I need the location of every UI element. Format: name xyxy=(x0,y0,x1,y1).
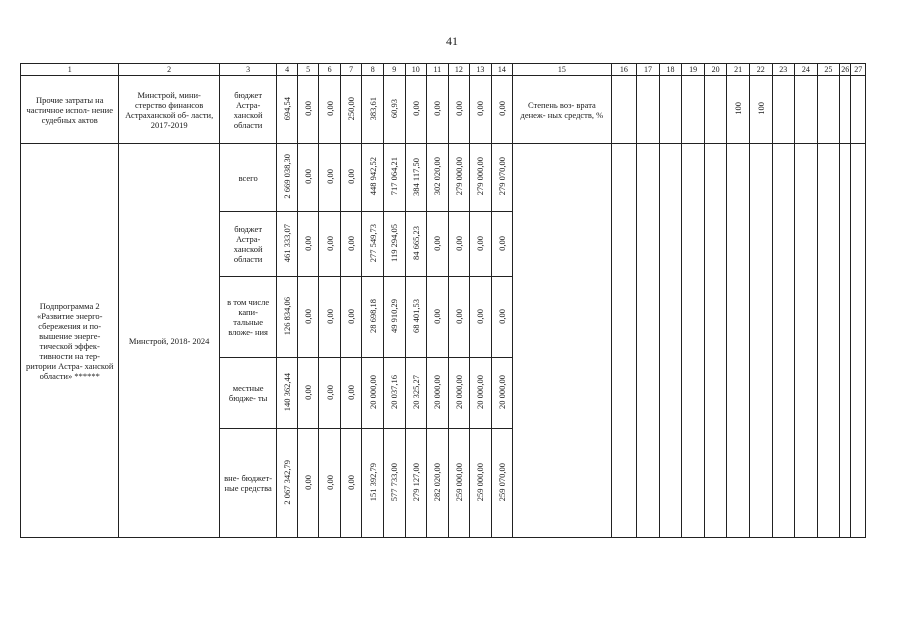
indicator-value: 100 xyxy=(755,102,766,115)
value: 20 000,00 xyxy=(475,375,486,409)
col-header: 7 xyxy=(340,64,362,76)
value-cell xyxy=(448,212,470,277)
indicator-value: 100 xyxy=(733,102,744,115)
value-cell xyxy=(319,76,341,144)
value-cell xyxy=(405,277,427,358)
value-cell xyxy=(340,76,362,144)
value-cell xyxy=(319,212,341,277)
value-cell xyxy=(319,358,341,429)
col-header: 18 xyxy=(659,64,682,76)
value: 0,00 xyxy=(346,235,357,251)
empty-cell xyxy=(851,76,866,144)
funding-source-cell xyxy=(219,358,276,429)
value-cell xyxy=(470,358,492,429)
value-cell xyxy=(319,277,341,358)
subprogram-executor: Минстрой, 2018- 2024 xyxy=(128,335,210,346)
value: 0,00 xyxy=(324,308,335,324)
subprogram-name: Подпрограмма 2 «Развитие энерго- сбережения и по- вышение энерге- тической эффек- тивности на тер- ритории Астра- ханской области» ****** xyxy=(26,300,114,381)
value: 60,93 xyxy=(389,98,400,119)
empty-cell xyxy=(840,76,851,144)
subprogram-executor-cell xyxy=(119,144,219,538)
indicator-value-cell xyxy=(727,76,750,144)
col-header: 19 xyxy=(682,64,705,76)
value-cell xyxy=(405,212,427,277)
value-cell xyxy=(277,429,298,538)
empty-cell xyxy=(795,144,818,538)
value: 0,00 xyxy=(303,235,314,251)
value-cell xyxy=(448,76,470,144)
value-cell xyxy=(383,144,405,212)
funding-source: в том числе капи- тальные вложе- ния xyxy=(227,297,270,337)
value: 694,54 xyxy=(282,96,293,121)
value-cell xyxy=(340,212,362,277)
value-cell xyxy=(277,212,298,277)
value: 0,00 xyxy=(324,384,335,400)
value-cell xyxy=(470,212,492,277)
funding-source-cell xyxy=(219,76,276,144)
value-cell xyxy=(448,429,470,538)
value-cell xyxy=(362,429,384,538)
value: 279 127,00 xyxy=(410,462,421,502)
value: 20 000,00 xyxy=(453,375,464,409)
value: 49 910,29 xyxy=(389,299,400,333)
subprogram-name-cell xyxy=(21,144,119,538)
funding-source: бюджет Астра- ханской области xyxy=(233,89,263,130)
table-row-other-expenses xyxy=(21,76,866,144)
value-cell xyxy=(383,358,405,429)
value: 0,00 xyxy=(432,308,443,324)
value: 302 020,00 xyxy=(432,157,443,196)
value-cell xyxy=(405,358,427,429)
value: 0,00 xyxy=(453,101,464,116)
value: 384 117,50 xyxy=(410,157,421,196)
value: 0,00 xyxy=(410,101,421,116)
page-number: 41 xyxy=(446,34,458,48)
value-cell xyxy=(362,277,384,358)
value-cell xyxy=(470,76,492,144)
value: 84 665,23 xyxy=(410,226,421,260)
empty-cell xyxy=(611,144,637,538)
value: 0,00 xyxy=(346,308,357,324)
indicator-cell-empty xyxy=(513,144,611,538)
value: 0,00 xyxy=(432,235,443,251)
value-cell xyxy=(362,212,384,277)
empty-cell xyxy=(659,76,682,144)
value: 2 067 342,79 xyxy=(282,459,293,505)
value: 0,00 xyxy=(324,169,335,184)
value: 279 070,00 xyxy=(496,157,507,196)
column-number-row xyxy=(21,64,866,76)
funding-source: всего xyxy=(238,172,258,183)
value-cell xyxy=(362,144,384,212)
value-cell xyxy=(470,277,492,358)
col-header: 8 xyxy=(362,64,384,76)
value-cell xyxy=(491,76,513,144)
value-cell xyxy=(297,144,319,212)
value: 277 549,73 xyxy=(367,223,378,263)
funding-source: бюджет Астра- ханской области xyxy=(233,224,263,264)
value-cell xyxy=(470,429,492,538)
funding-source-cell xyxy=(219,212,276,277)
value-cell xyxy=(405,144,427,212)
value-cell xyxy=(297,358,319,429)
value: 0,00 xyxy=(475,101,486,116)
col-header: 22 xyxy=(749,64,772,76)
value: 0,00 xyxy=(324,235,335,251)
value: 461 333,07 xyxy=(282,223,293,263)
col-header: 3 xyxy=(219,64,276,76)
value: 0,00 xyxy=(496,101,507,116)
value-cell xyxy=(297,277,319,358)
value-cell xyxy=(405,76,427,144)
funding-source-cell xyxy=(219,429,276,538)
value-cell xyxy=(277,358,298,429)
empty-cell xyxy=(817,144,840,538)
value: 2 669 038,30 xyxy=(282,154,293,199)
value: 20 000,00 xyxy=(432,375,443,409)
col-header: 2 xyxy=(119,64,219,76)
value-cell xyxy=(277,144,298,212)
value: 383,61 xyxy=(367,96,378,121)
value: 0,00 xyxy=(346,384,357,400)
col-header: 16 xyxy=(611,64,637,76)
value: 0,00 xyxy=(303,308,314,324)
value-cell xyxy=(491,277,513,358)
value: 140 362,44 xyxy=(282,372,293,412)
value: 28 698,18 xyxy=(367,299,378,333)
value-cell xyxy=(383,76,405,144)
value-cell xyxy=(491,429,513,538)
value: 250,00 xyxy=(346,96,357,121)
value: 0,00 xyxy=(453,235,464,251)
value: 0,00 xyxy=(303,384,314,400)
value-cell xyxy=(405,429,427,538)
value-cell xyxy=(448,358,470,429)
col-header: 13 xyxy=(470,64,492,76)
activity-name-cell xyxy=(21,76,119,144)
value: 0,00 xyxy=(475,308,486,324)
value: 577 733,00 xyxy=(389,462,400,502)
value-cell xyxy=(297,76,319,144)
empty-cell xyxy=(727,144,750,538)
col-header: 24 xyxy=(795,64,818,76)
executor: Минстрой, мини- стерство финансов Астраханской об- ласти, 2017-2019 xyxy=(125,89,214,130)
value-cell xyxy=(340,277,362,358)
value-cell xyxy=(319,144,341,212)
value: 119 294,05 xyxy=(389,224,400,262)
empty-cell xyxy=(851,144,866,538)
value: 279 000,00 xyxy=(453,157,464,196)
value-cell xyxy=(491,358,513,429)
value-cell xyxy=(297,429,319,538)
value: 259 000,00 xyxy=(475,462,486,502)
empty-cell xyxy=(772,144,795,538)
value: 259 000,00 xyxy=(453,462,464,502)
value: 282 020,00 xyxy=(432,462,443,502)
value: 20 037,16 xyxy=(389,375,400,409)
table-row-total xyxy=(21,144,866,212)
value-cell xyxy=(448,277,470,358)
col-header: 15 xyxy=(513,64,611,76)
empty-cell xyxy=(611,76,637,144)
value-cell xyxy=(340,358,362,429)
value-cell xyxy=(319,429,341,538)
value: 0,00 xyxy=(496,235,507,251)
empty-cell xyxy=(704,144,727,538)
indicator-name: Степень воз- врата денеж- ных средств, % xyxy=(520,99,604,120)
value-cell xyxy=(277,277,298,358)
value: 0,00 xyxy=(324,474,335,490)
col-header: 23 xyxy=(772,64,795,76)
value-cell xyxy=(383,212,405,277)
value-cell xyxy=(383,429,405,538)
col-header: 14 xyxy=(491,64,513,76)
col-header: 10 xyxy=(405,64,427,76)
value: 0,00 xyxy=(303,101,314,116)
value-cell xyxy=(491,212,513,277)
value: 0,00 xyxy=(303,169,314,184)
col-header: 5 xyxy=(297,64,319,76)
value: 0,00 xyxy=(475,235,486,251)
value: 0,00 xyxy=(346,474,357,490)
col-header: 4 xyxy=(277,64,298,76)
value-cell xyxy=(427,277,449,358)
value: 20 000,00 xyxy=(496,375,507,409)
indicator-value-cell xyxy=(749,76,772,144)
value: 126 834,06 xyxy=(282,296,293,336)
value: 717 064,21 xyxy=(389,157,400,196)
col-header: 11 xyxy=(427,64,449,76)
empty-cell xyxy=(840,144,851,538)
empty-cell xyxy=(682,144,705,538)
value-cell xyxy=(362,76,384,144)
value-cell xyxy=(427,144,449,212)
value: 68 401,53 xyxy=(410,299,421,333)
empty-cell xyxy=(795,76,818,144)
value-cell xyxy=(427,429,449,538)
activity-name: Прочие затраты на частичное испол- нение судебных актов xyxy=(26,94,113,125)
value-cell xyxy=(362,358,384,429)
col-header: 21 xyxy=(727,64,750,76)
col-header: 12 xyxy=(448,64,470,76)
empty-cell xyxy=(817,76,840,144)
empty-cell xyxy=(772,76,795,144)
value-cell xyxy=(427,76,449,144)
value-cell xyxy=(448,144,470,212)
value: 151 392,79 xyxy=(367,462,378,502)
value: 20 000,00 xyxy=(367,375,378,409)
col-header: 9 xyxy=(383,64,405,76)
value: 0,00 xyxy=(453,308,464,324)
budget-table xyxy=(20,63,866,538)
funding-source: вне- бюджет- ные средства xyxy=(224,473,273,493)
col-header: 17 xyxy=(637,64,660,76)
value-cell xyxy=(383,277,405,358)
col-header: 20 xyxy=(704,64,727,76)
value-cell xyxy=(470,144,492,212)
value: 259 070,00 xyxy=(496,462,507,502)
empty-cell xyxy=(637,144,660,538)
value: 0,00 xyxy=(303,474,314,490)
value-cell xyxy=(277,76,298,144)
empty-cell xyxy=(682,76,705,144)
col-header: 25 xyxy=(817,64,840,76)
value: 448 942,52 xyxy=(367,157,378,196)
value-cell xyxy=(340,144,362,212)
col-header: 27 xyxy=(851,64,866,76)
col-header: 26 xyxy=(841,64,850,74)
value: 20 325,27 xyxy=(410,375,421,409)
value-cell xyxy=(427,212,449,277)
col-header: 1 xyxy=(21,64,119,76)
empty-cell xyxy=(637,76,660,144)
col-header: 6 xyxy=(319,64,341,76)
value: 0,00 xyxy=(346,169,357,184)
value: 0,00 xyxy=(324,101,335,116)
empty-cell xyxy=(749,144,772,538)
value-cell xyxy=(297,212,319,277)
value: 0,00 xyxy=(432,101,443,116)
value-cell xyxy=(340,429,362,538)
indicator-cell xyxy=(513,76,611,144)
funding-source-cell xyxy=(219,144,276,212)
empty-cell xyxy=(659,144,682,538)
value: 0,00 xyxy=(496,308,507,324)
empty-cell xyxy=(704,76,727,144)
funding-source: местные бюдже- ты xyxy=(228,383,268,403)
value: 279 000,00 xyxy=(475,157,486,196)
value-cell xyxy=(427,358,449,429)
funding-source-cell xyxy=(219,277,276,358)
executor-cell xyxy=(119,76,219,144)
value-cell xyxy=(491,144,513,212)
